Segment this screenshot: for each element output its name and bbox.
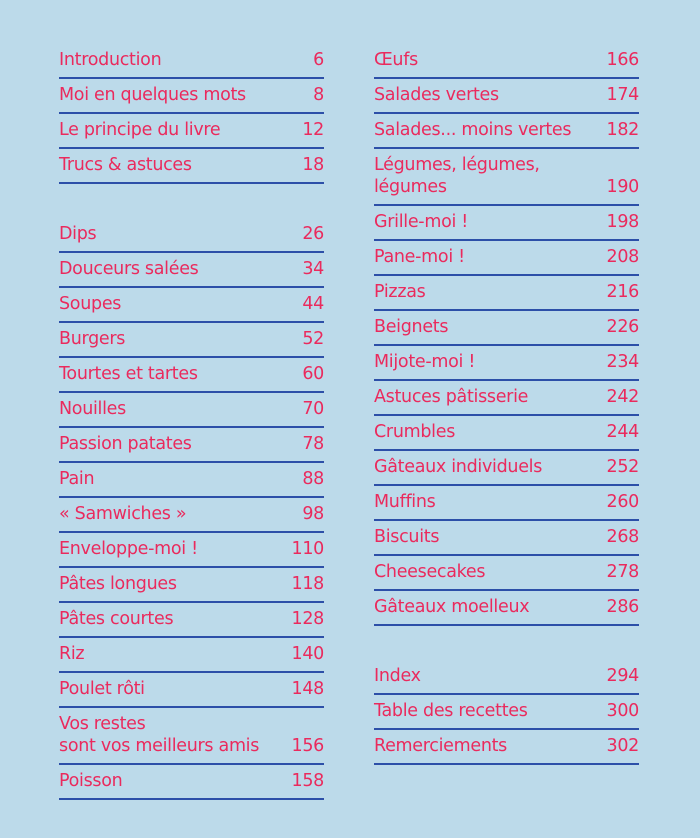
toc-entry-page: 70 bbox=[302, 399, 324, 419]
toc-entry-page: 88 bbox=[302, 469, 324, 489]
toc-entry[interactable] bbox=[59, 79, 324, 114]
toc-entry-page: 166 bbox=[606, 50, 639, 70]
toc-entry-title: Burgers bbox=[59, 329, 126, 349]
toc-entry-page: 158 bbox=[291, 771, 324, 791]
toc-entry-title: Salades... moins vertes bbox=[374, 120, 572, 140]
toc-entry-title: Dips bbox=[59, 224, 97, 244]
toc-entry-page: 98 bbox=[302, 504, 324, 524]
toc-entry[interactable] bbox=[374, 44, 639, 79]
toc-entry[interactable] bbox=[59, 149, 324, 184]
toc-entry[interactable] bbox=[59, 533, 324, 568]
toc-entry-page: 12 bbox=[302, 120, 324, 140]
toc-entry-title: Remerciements bbox=[374, 736, 507, 756]
toc-entry[interactable] bbox=[374, 381, 639, 416]
toc-entry[interactable] bbox=[374, 311, 639, 346]
toc-entry-page: 300 bbox=[606, 701, 639, 721]
toc-entry-page: 26 bbox=[302, 224, 324, 244]
toc-entry-title: Astuces pâtisserie bbox=[374, 387, 529, 407]
toc-entry-page: 52 bbox=[302, 329, 324, 349]
toc-entry-title: Pain bbox=[59, 469, 95, 489]
toc-entry-title: Passion patates bbox=[59, 434, 192, 454]
toc-entry-title: Vos restes sont vos meilleurs amis bbox=[59, 714, 260, 756]
toc-entry[interactable] bbox=[374, 486, 639, 521]
toc-entry-page: 294 bbox=[606, 666, 639, 686]
toc-entry-title: Index bbox=[374, 666, 421, 686]
toc-entry-page: 78 bbox=[302, 434, 324, 454]
toc-entry-page: 8 bbox=[313, 85, 324, 105]
toc-entry[interactable] bbox=[374, 206, 639, 241]
toc-entry-page: 34 bbox=[302, 259, 324, 279]
toc-entry-title: Biscuits bbox=[374, 527, 440, 547]
toc-entry-title: Poisson bbox=[59, 771, 123, 791]
toc-entry-title: Beignets bbox=[374, 317, 449, 337]
group-spacer bbox=[374, 626, 639, 660]
toc-entry[interactable] bbox=[59, 253, 324, 288]
toc-entry-page: 302 bbox=[606, 736, 639, 756]
toc-entry-title: Moi en quelques mots bbox=[59, 85, 246, 105]
toc-entry[interactable] bbox=[374, 591, 639, 626]
toc-entry-title: Pâtes courtes bbox=[59, 609, 174, 629]
toc-entry[interactable] bbox=[59, 568, 324, 603]
toc-entry[interactable] bbox=[59, 765, 324, 800]
toc-entry-page: 190 bbox=[606, 177, 639, 197]
toc-entry-page: 268 bbox=[606, 527, 639, 547]
toc-entry[interactable] bbox=[59, 428, 324, 463]
toc-entry-title: Soupes bbox=[59, 294, 122, 314]
toc-entry[interactable] bbox=[374, 276, 639, 311]
toc-entry-page: 234 bbox=[606, 352, 639, 372]
toc-entry-page: 156 bbox=[291, 736, 324, 756]
toc-entry[interactable] bbox=[374, 451, 639, 486]
toc-entry-title: Pizzas bbox=[374, 282, 426, 302]
toc-entry[interactable] bbox=[59, 498, 324, 533]
toc-entry-title: Gâteaux moelleux bbox=[374, 597, 530, 617]
toc-entry-title: Enveloppe-moi ! bbox=[59, 539, 198, 559]
toc-entry[interactable] bbox=[59, 44, 324, 79]
toc-entry[interactable] bbox=[59, 218, 324, 253]
toc-entry-page: 278 bbox=[606, 562, 639, 582]
toc-entry-page: 44 bbox=[302, 294, 324, 314]
toc-entry-page: 148 bbox=[291, 679, 324, 699]
toc-entry-title: Trucs & astuces bbox=[59, 155, 192, 175]
toc-entry-page: 118 bbox=[291, 574, 324, 594]
toc-entry[interactable] bbox=[59, 358, 324, 393]
toc-entry-title: Gâteaux individuels bbox=[374, 457, 543, 477]
toc-entry[interactable] bbox=[59, 114, 324, 149]
toc-entry[interactable] bbox=[374, 521, 639, 556]
toc-entry-title: Légumes, légumes, légumes bbox=[374, 155, 540, 197]
toc-entry[interactable] bbox=[374, 114, 639, 149]
toc-entry[interactable] bbox=[374, 149, 639, 206]
toc-entry[interactable] bbox=[374, 79, 639, 114]
toc-entry-page: 252 bbox=[606, 457, 639, 477]
toc-entry-title: Œufs bbox=[374, 50, 418, 70]
toc-entry-title: Muffins bbox=[374, 492, 436, 512]
contents-group bbox=[374, 44, 639, 626]
toc-entry-title: Mijote-moi ! bbox=[374, 352, 476, 372]
toc-entry-page: 242 bbox=[606, 387, 639, 407]
toc-entry[interactable] bbox=[59, 638, 324, 673]
toc-entry-title: « Samwiches » bbox=[59, 504, 187, 524]
toc-entry-page: 260 bbox=[606, 492, 639, 512]
toc-entry[interactable] bbox=[59, 463, 324, 498]
toc-entry-page: 216 bbox=[606, 282, 639, 302]
toc-entry-title: Pâtes longues bbox=[59, 574, 177, 594]
toc-entry[interactable] bbox=[374, 416, 639, 451]
toc-entry-page: 140 bbox=[291, 644, 324, 664]
toc-entry-page: 226 bbox=[606, 317, 639, 337]
toc-entry[interactable] bbox=[374, 346, 639, 381]
toc-entry-title: Riz bbox=[59, 644, 85, 664]
toc-entry-page: 60 bbox=[302, 364, 324, 384]
toc-entry-title: Poulet rôti bbox=[59, 679, 145, 699]
toc-entry[interactable] bbox=[59, 708, 324, 765]
toc-entry-title: Cheesecakes bbox=[374, 562, 486, 582]
toc-entry-title: Salades vertes bbox=[374, 85, 499, 105]
toc-entry-title: Pane-moi ! bbox=[374, 247, 465, 267]
toc-entry[interactable] bbox=[59, 323, 324, 358]
toc-entry-page: 244 bbox=[606, 422, 639, 442]
toc-entry-title: Grille-moi ! bbox=[374, 212, 469, 232]
toc-entry-page: 18 bbox=[302, 155, 324, 175]
contents-group bbox=[59, 218, 324, 800]
toc-entry-title: Douceurs salées bbox=[59, 259, 199, 279]
toc-entry-page: 208 bbox=[606, 247, 639, 267]
toc-entry-page: 110 bbox=[291, 539, 324, 559]
toc-entry[interactable] bbox=[374, 695, 639, 730]
contents-left-column bbox=[59, 44, 324, 800]
toc-entry[interactable] bbox=[374, 241, 639, 276]
toc-entry[interactable] bbox=[59, 393, 324, 428]
toc-entry[interactable] bbox=[59, 673, 324, 708]
toc-entry-page: 182 bbox=[606, 120, 639, 140]
toc-entry[interactable] bbox=[59, 288, 324, 323]
toc-entry[interactable] bbox=[374, 556, 639, 591]
toc-entry-title: Tourtes et tartes bbox=[59, 364, 198, 384]
toc-entry-title: Le principe du livre bbox=[59, 120, 221, 140]
contents-group bbox=[374, 660, 639, 765]
contents-group bbox=[59, 44, 324, 184]
toc-entry-page: 6 bbox=[313, 50, 324, 70]
toc-entry-title: Crumbles bbox=[374, 422, 456, 442]
toc-entry-page: 286 bbox=[606, 597, 639, 617]
contents-right-column bbox=[374, 44, 639, 765]
toc-entry-page: 198 bbox=[606, 212, 639, 232]
toc-entry-title: Nouilles bbox=[59, 399, 126, 419]
toc-entry[interactable] bbox=[59, 603, 324, 638]
group-spacer bbox=[59, 184, 324, 218]
toc-entry-page: 174 bbox=[606, 85, 639, 105]
toc-entry[interactable] bbox=[374, 730, 639, 765]
toc-entry-page: 128 bbox=[291, 609, 324, 629]
toc-entry[interactable] bbox=[374, 660, 639, 695]
toc-entry-title: Table des recettes bbox=[374, 701, 528, 721]
toc-entry-title: Introduction bbox=[59, 50, 162, 70]
